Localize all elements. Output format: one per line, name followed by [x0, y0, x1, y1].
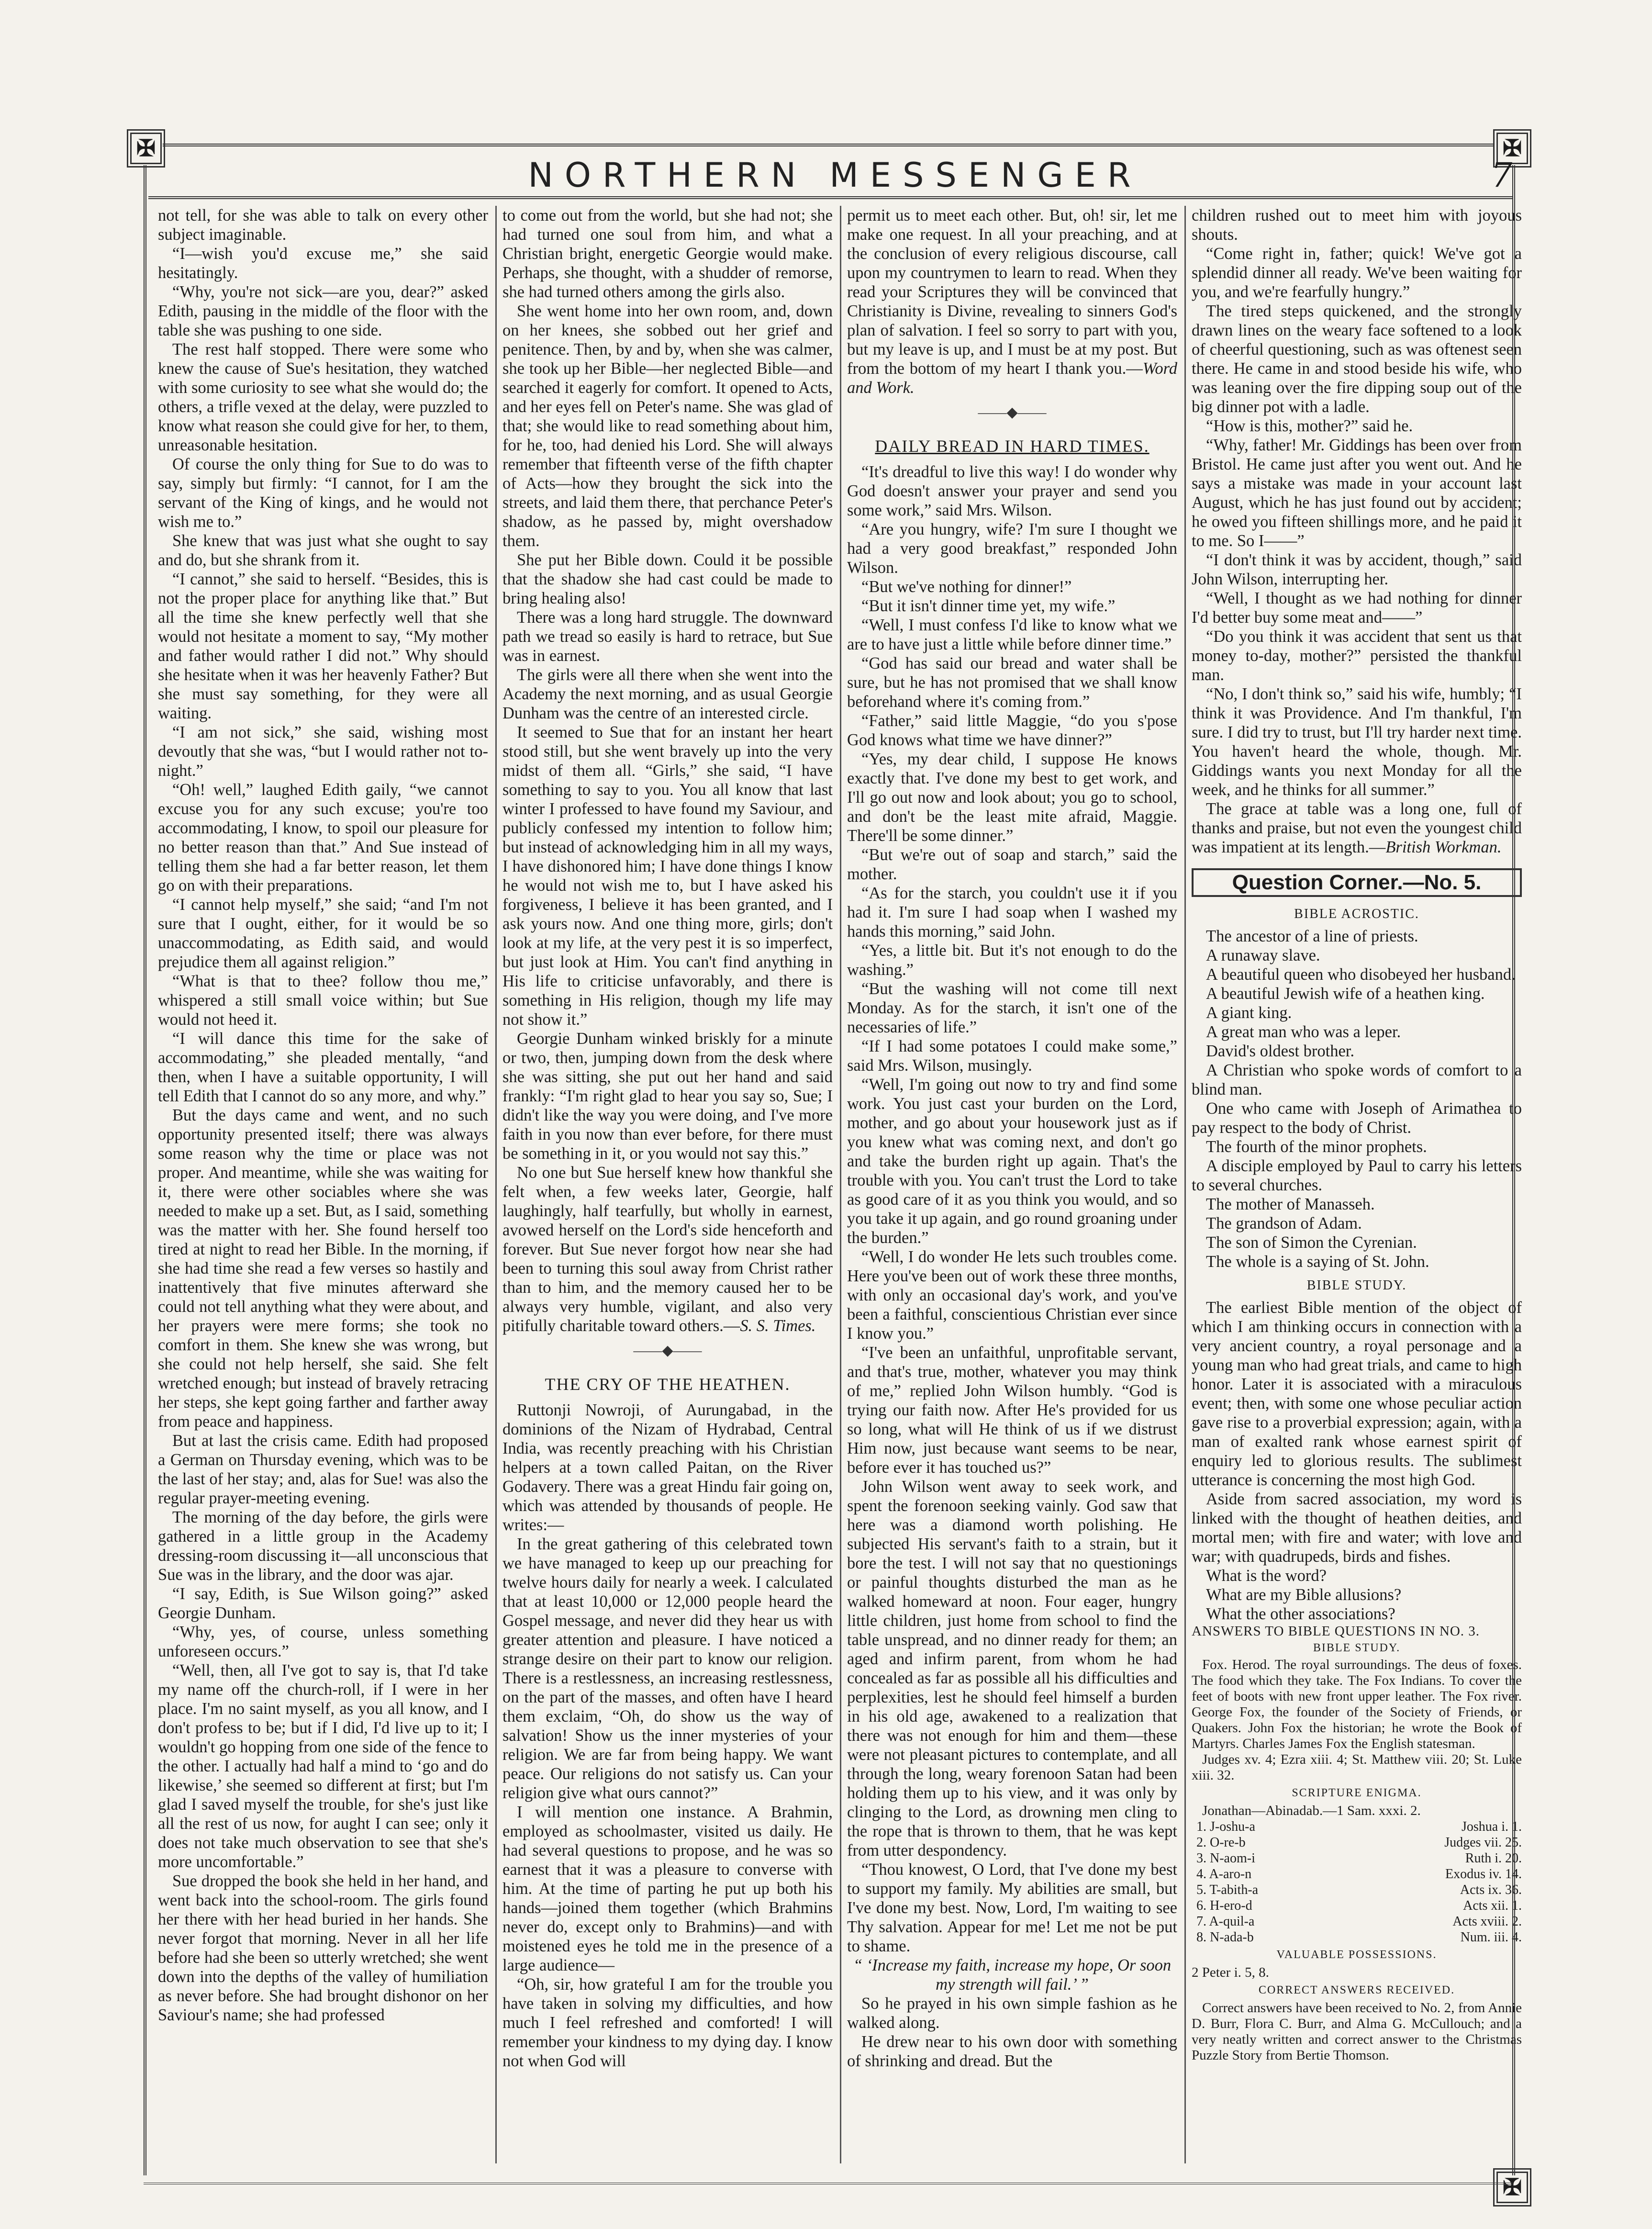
acrostic-clue: The whole is a saying of St. John.	[1206, 1253, 1429, 1271]
paragraph: “Well, then, all I've got to say is, that I'd take my name off the church-roll, if I were in her place. I'm no saint myself, as you all know, and I don't profess to be; but if I did, I'd live up to it; I wouldn't go hopping from one side of the fence to the other. I actually had half a mind to ‘go and do likewise,’ she seemed so different at first; but I'm glad I saved myself the trouble, for she's just like all the rest of us now, for aught I can see; only it does not take much observation to see that she's more uncomfortable.”	[158, 1661, 488, 1871]
paragraph: “Why, yes, of course, unless something unforeseen occurs.”	[158, 1623, 488, 1660]
paragraph: “If I had some potatoes I could make some,” said Mrs. Wilson, musingly.	[847, 1037, 1177, 1075]
acrostic-heading: BIBLE ACROSTIC.	[1294, 907, 1419, 921]
paragraph: “I don't think it was by accident, though,” said John Wilson, interrupting her.	[1192, 551, 1522, 588]
answers-text: Fox. Herod. The royal surroundings. The deus of foxes. The food which they take. The Fox Indians. To cover the feet of boots with new front upper leather. The Fox river. George Fox, the founder of the Society of Friends, or Quakers. John Fox the historian; he wrote the Book of Martyrs. Charles James Fox the English statesman.	[1192, 1657, 1522, 1751]
acrostic-clue: The fourth of the minor prophets.	[1206, 1138, 1427, 1156]
paragraph: “It's dreadful to live this way! I do wonder why God doesn't answer your prayer and send you some work,” said Mrs. Wilson.	[847, 463, 1177, 519]
paragraph: Of course the only thing for Sue to do was to say, simply but firmly: “I cannot, for I am the servant of the King of kings, and he would not wish me to.”	[158, 455, 488, 531]
masthead-bottom-rule	[148, 196, 1512, 199]
paragraph: “How is this, mother?” said he.	[1206, 417, 1413, 435]
column-1	[158, 206, 488, 2173]
frame-left-rule	[144, 165, 146, 2175]
paragraph: But at last the crisis came. Edith had proposed a German on Thursday evening, which was to be the last of her stay; and, alas for Sue! was also the regular prayer-meeting evening.	[158, 1432, 488, 1507]
paragraph: “But we've nothing for dinner!”	[861, 578, 1072, 596]
paragraph: She knew that was just what she ought to say and do, but she shrank from it.	[158, 532, 488, 569]
acrostic-clue: A runaway slave.	[1206, 946, 1320, 964]
enigma-row	[1192, 1929, 1522, 1945]
question-line: What the other associations?	[1206, 1605, 1395, 1623]
enigma-reference: Num. iii. 4.	[1460, 1930, 1522, 1945]
paragraph-with-signature	[1192, 799, 1522, 857]
paragraph: The rest half stopped. There were some who knew the cause of Sue's hesitation, they watched with some curiosity to see what she would do; the others, a trifle vexed at the delay, were puzzled to know what reason she could give for her, to them, unreasonable hesitation.	[158, 340, 488, 454]
paragraph: “Oh! well,” laughed Edith gaily, “we cannot excuse you for any such excuse; you're too accommodating, I know, to spoil our pleasure for no better reason than that.” And Sue instead of telling them she had a far better reason, let them go on with their preparations.	[158, 781, 488, 895]
acrostic-clue: A beautiful queen who disobeyed her husband.	[1206, 965, 1516, 984]
article-heading: THE CRY OF THE HEATHEN.	[545, 1375, 791, 1394]
enigma-word: 7. A-quil-a	[1196, 1914, 1255, 1929]
enigma-reference: Joshua i. 1.	[1462, 1819, 1522, 1834]
paragraph: She put her Bible down. Could it be possible that the shadow she had cast could be made to bring healing also!	[502, 551, 833, 607]
paragraph: “Come right in, father; quick! We've got a splendid dinner all ready. We've been waiting for you, and we're fearfully hungry.”	[1192, 245, 1522, 301]
paragraph: John Wilson went away to seek work, and spent the forenoon seeking vainly. God saw that here was a diamond worth polishing. He subjected His servant's faith to a strain, but it bore the test. I will not say that no questionings or painful thoughts disturbed the man as he walked homeward at noon. Four eager, hungry little children, just home from school to find the table unspread, and no dinner ready for them; an aged and infirm parent, from whom he had concealed as far as possible all his difficulties and perplexities, lest he should feel himself a burden in his old age, awakened to a realization that there was not enough for him and them—these were not pleasant pictures to contemplate, and all through the long, weary forenoon Satan had been holding them up to his view, and it was only by clinging to the Lord, as drowning men cling to the rope that is thrown to them, that he was kept from utter despondency.	[847, 1478, 1177, 1859]
enigma-word: 8. N-ada-b	[1196, 1930, 1254, 1945]
paragraph: It seemed to Sue that for an instant her heart stood still, but she went bravely up into the very midst of them all. “Girls,” she said, “I have something to say to you. You all know that last winter I professed to have found my Saviour, and publicly confessed my intention to follow him; but instead of acknowledging him in all my ways, I have dishonored him; I have done things I know he would not wish me to, but I have asked his forgiveness, I believe it has been granted, and I ask yours now. And one thing more, girls; don't look at my life, at the very pest it is so imperfect, but just look at Him. You can't find anything in His life to criticise unfavorably, and there is something in His religion, though my life may not show it.”	[502, 723, 833, 1029]
paragraph: “But the washing will not come till next Monday. As for the starch, it isn't one of the necessaries of life.”	[847, 980, 1177, 1036]
enigma-intro: Jonathan—Abinadab.—1 Sam. xxxi. 2.	[1202, 1803, 1421, 1818]
correct-answers-heading: CORRECT ANSWERS RECEIVED.	[1258, 1984, 1455, 1996]
enigma-word: 1. J-oshu-a	[1196, 1819, 1255, 1834]
paragraph: “I cannot,” she said to herself. “Besides, this is not the proper place for anything like that.” But all the time she knew perfectly well that she would not hesitate a moment to say, “My mother and father would rather I did not.” Why should she hesitate when it was her heavenly Father? But she must say something, for they were all waiting.	[158, 570, 488, 722]
column-3	[847, 206, 1177, 2173]
paragraph: She went home into her own room, and, down on her knees, she sobbed out her grief and penitence. Then, by and by, when she was calmer, she took up her Bible—her neglected Bible—and searched it eagerly for comfort. It opened to Acts, and her eyes fell on Peter's name. She was glad of that; she would like to read something about him, for he, too, had denied his Lord. She will always remember that fifteenth verse of the fifth chapter of Acts—how they brought the sick into the streets, and laid them there, that perchance Peter's shadow, as he passed by, might overshadow them.	[502, 302, 833, 550]
acrostic-clue: A beautiful Jewish wife of a heathen king.	[1206, 985, 1485, 1003]
acrostic-clue: A disciple employed by Paul to carry his letters to several churches.	[1192, 1157, 1522, 1194]
question-corner-title: Question Corner.—No. 5.	[1192, 868, 1522, 897]
enigma-word: 6. H-ero-d	[1196, 1898, 1252, 1913]
enigma-word: 3. N-aom-i	[1196, 1851, 1255, 1866]
paragraph: So he prayed in his own simple fashion as he walked along.	[847, 1994, 1177, 2032]
paragraph: “I say, Edith, is Sue Wilson going?” asked Georgie Dunham.	[158, 1585, 488, 1622]
paragraph: Georgie Dunham winked briskly for a minute or two, then, jumping down from the desk where she was sitting, she put out her hand and said frankly: “I'm right glad to hear you say so, Sue; I didn't like the way you were doing, and I've more faith in you now than ever before, for there must be something in it, or you would not say this.”	[502, 1030, 833, 1163]
acrostic-clue: A great man who was a leper.	[1206, 1023, 1401, 1041]
source-signature: S. S. Times.	[740, 1317, 816, 1335]
enigma-row	[1192, 1866, 1522, 1882]
article-columns	[158, 206, 1522, 2173]
paragraph: “Yes, a little bit. But it's not enough to do the washing.”	[847, 941, 1177, 979]
newspaper-title: NORTHERN MESSENGER	[528, 156, 1142, 195]
corner-ornament-top-left: ✠	[127, 129, 165, 168]
paragraph: “I am not sick,” she said, wishing most devoutly that she was, “but I would rather not to-night.”	[158, 723, 488, 780]
corner-ornament-bottom-right: ✠	[1493, 2168, 1531, 2207]
enigma-word: 5. T-abith-a	[1196, 1882, 1259, 1897]
enigma-row	[1192, 1914, 1522, 1929]
corner-ornament-top-right: ✠	[1493, 129, 1531, 168]
paragraph: “I—wish you'd excuse me,” she said hesitatingly.	[158, 245, 488, 282]
paragraph: The girls were all there when she went into the Academy the next morning, and as usual Georgie Dunham was the centre of an interested circle.	[502, 666, 833, 722]
paragraph: In the great gathering of this celebrated town we have managed to keep up our preaching for twelve hours daily for nearly a week. I calculated that at least 10,000 or 12,000 people heard the Gospel message, and never did they hear us with greater attention and pleasure. I have noticed a strange desire on their part to know our religion. There is a restlessness, an increasing restlessness, on the part of the masses, and often have I heard them exclaim, “Oh, do show us the way of salvation! Show us the inner mysteries of your religion. We are far from being happy. We want peace. Our religions do not satisfy us. Can your religion give what ours cannot?”	[502, 1535, 833, 1802]
enigma-row	[1192, 1819, 1522, 1835]
possessions-ref: 2 Peter i. 5, 8.	[1192, 1965, 1269, 1980]
enigma-reference: Acts ix. 36.	[1460, 1882, 1522, 1897]
enigma-reference: Judges vii. 25.	[1444, 1835, 1522, 1850]
page-number: 7	[1491, 156, 1512, 195]
paragraph: “Well, I must confess I'd like to know what we are to have just a little while before dinner time.”	[847, 616, 1177, 653]
acrostic-clue: David's oldest brother.	[1206, 1042, 1354, 1060]
question-line: What is the word?	[1206, 1567, 1327, 1585]
correct-answers-text: Correct answers have been received to No. 2, from Annie D. Burr, Flora C. Burr, and Alma G. McCullouch; and a very neatly written and correct answer to the Christmas Puzzle Story from Bertie Thomson.	[1192, 2000, 1522, 2063]
frame-bottom-rule	[144, 2183, 1512, 2184]
paragraph: “I will dance this time for the sake of accommodating,” she pleaded mentally, “and then, when I have a suitable opportunity, I will tell Edith that I cannot do so any more, and why.”	[158, 1030, 488, 1105]
paragraph: “Why, father! Mr. Giddings has been over from Bristol. He came just after you went out. And he says a mistake was made in your account last August, which he has just found out by accident; he owed you fifteen shillings more, and he paid it to me. So I——”	[1192, 436, 1522, 550]
paragraph: “Well, I'm going out now to try and find some work. You just cast your burden on the Lord, mother, and go about your housework just as if you knew what was coming next, and don't go and take the burden right up again. That's the trouble with you. You can't trust the Lord to take as good care of it as you think you would, and so you take it up again, and go round groaning under the burden.”	[847, 1075, 1177, 1247]
paragraph: “Father,” said little Maggie, “do you s'pose God knows what time we have dinner?”	[847, 712, 1177, 749]
possessions-heading: VALUABLE POSSESSIONS.	[1276, 1949, 1437, 1961]
paragraph: “But it isn't dinner time yet, my wife.”	[861, 597, 1116, 615]
answers-refs: Judges xv. 4; Ezra xiii. 4; St. Matthew viii. 20; St. Luke xiii. 32.	[1192, 1752, 1522, 1783]
question-line: What are my Bible allusions?	[1206, 1586, 1402, 1604]
paragraph: “God has said our bread and water shall be sure, but he has not promised that we shall know beforehand where it's coming from.”	[847, 654, 1177, 711]
paragraph: “Oh, sir, how grateful I am for the trouble you have taken in solving my difficulties, and how much I feel refreshed and comforted! I will remember your kindness to my dying day. I know not when God will	[502, 1975, 833, 2070]
paragraph: “I cannot help myself,” she said; “and I'm not sure that I ought, either, for it would be so unaccommodating, as Edith said, and would prejudice them all against religion.”	[158, 896, 488, 971]
paragraph: not tell, for she was able to talk on every other subject imaginable.	[158, 206, 488, 244]
paragraph: There was a long hard struggle. The downward path we tread so easily is hard to retrace, but Sue was in earnest.	[502, 608, 833, 665]
enigma-heading: SCRIPTURE ENIGMA.	[1292, 1787, 1422, 1799]
article-separator: ——◆——	[633, 1343, 702, 1358]
paragraph: “Do you think it was accident that sent us that money to-day, mother?” persisted the thankful man.	[1192, 627, 1522, 684]
paragraph: “Well, I thought as we had nothing for dinner I'd better buy some meat and——”	[1192, 589, 1522, 627]
enigma-row	[1192, 1850, 1522, 1866]
hymn-quote: “ ‘Increase my faith, increase my hope, Or soon my strength will fail.’ ”	[853, 1956, 1172, 1994]
paragraph: Ruttonji Nowroji, of Aurungabad, in the dominions of the Nizam of Hydrabad, Central India, was recently preaching with his Christian helpers at a town called Paitan, on the River Godavery. There was a great Hindu fair going on, which was attended by thousands of people. He writes:—	[502, 1401, 833, 1534]
masthead	[158, 156, 1512, 195]
enigma-list	[1192, 1819, 1522, 1945]
acrostic-clue: The ancestor of a line of priests.	[1206, 927, 1418, 945]
article-separator: ——◆——	[978, 404, 1047, 420]
column-2	[502, 206, 833, 2173]
enigma-reference: Exodus iv. 14.	[1445, 1867, 1522, 1882]
frame-top-rule	[163, 144, 1493, 146]
enigma-word: 4. A-aro-n	[1196, 1867, 1252, 1882]
bible-study-heading: BIBLE STUDY.	[1306, 1278, 1407, 1293]
column-4	[1192, 206, 1522, 2173]
answers-subheading: BIBLE STUDY.	[1313, 1642, 1401, 1654]
paragraph: Sue dropped the book she held in her hand, and went back into the school-room. The girls found her there with her head buried in her hands. She never forgot that morning. Never in all her life before had she been so utterly wretched; she went down into the depths of the valley of humiliation as never before. She had brought dishonor on her Saviour's name; she had professed	[158, 1872, 488, 2024]
source-signature: British Workman.	[1385, 838, 1502, 856]
enigma-word: 2. O-re-b	[1196, 1835, 1246, 1850]
paragraph: “But we're out of soap and starch,” said the mother.	[847, 846, 1177, 883]
enigma-row	[1192, 1882, 1522, 1898]
paragraph: The earliest Bible mention of the object of which I am thinking occurs in connection with a very ancient country, a royal personage and a young man who had great trials, and came to high honor. Later it is associated with a miraculous event; then, with some one whose peculiar action gave rise to a proverbial expression; again, with a man of exalted rank whose earnest spirit of enquiry led to glorious results. The sublimest utterance is concerning the most high God.	[1192, 1299, 1522, 1489]
paragraph-text: No one but Sue herself knew how thankful she felt when, a few weeks later, Georgie, half laughingly, half tearfully, but wholly in earnest, avowed herself on the Lord's side henceforth and forever. But Sue never forgot how near she had been to turning this soul away from Christ rather than to him, and the memory caused her to be always very humble, vigilant, and also very pitifully charitable toward others.—	[502, 1164, 833, 1335]
paragraph: “What is that to thee? follow thou me,” whispered a still small voice within; but Sue would not heed it.	[158, 972, 488, 1029]
paragraph: The morning of the day before, the girls were gathered in a little group in the Academy dressing-room discussing it—all unconscious that Sue was in the library, and the door was ajar.	[158, 1508, 488, 1584]
answers-section	[1192, 1624, 1522, 2063]
paragraph: children rushed out to meet him with joyous shouts.	[1192, 206, 1522, 244]
paragraph: I will mention one instance. A Brahmin, employed as schoolmaster, visited us daily. He had several questions to propose, and he was so earnest that it was a pleasure to converse with him. At the time of parting he put up both his hands—joined them together (which Brahmins never do, except only to Brahmins)—and with moistened eyes he told me in the presence of a large audience—	[502, 1803, 833, 1974]
enigma-reference: Ruth i. 20.	[1465, 1851, 1522, 1866]
paragraph-with-signature	[847, 206, 1177, 397]
paragraph: “No, I don't think so,” said his wife, humbly; “I think it was Providence. And I'm thankful, I'm sure. I did try to trust, but I'll try harder next time. You haven't heard the whole, though. Mr. Giddings wants you next Monday for all the week, and he thinks for all summer.”	[1192, 685, 1522, 799]
enigma-row	[1192, 1898, 1522, 1914]
paragraph: “Why, you're not sick—are you, dear?” asked Edith, pausing in the middle of the floor with the table she was pushing to one side.	[158, 283, 488, 339]
paragraph: “Are you hungry, wife? I'm sure I thought we had a very good breakfast,” responded John Wilson.	[847, 520, 1177, 577]
paragraph: Aside from sacred association, my word is linked with the thought of heathen deities, and mortal men; with fire and water; with love and war; with quadrupeds, birds and fishes.	[1192, 1490, 1522, 1566]
enigma-reference: Acts xii. 1.	[1463, 1898, 1522, 1913]
acrostic-clue: The son of Simon the Cyrenian.	[1206, 1233, 1417, 1252]
paragraph: “Thou knowest, O Lord, that I've done my best to support my family. My abilities are small, but I've done my best. Now, Lord, I'm waiting to see Thy salvation. Appear for me! Let me not be put to shame.	[847, 1860, 1177, 1955]
source-signature: Word and Work.	[847, 359, 1177, 397]
answers-heading: ANSWERS TO BIBLE QUESTIONS IN NO. 3.	[1192, 1624, 1480, 1639]
enigma-row	[1192, 1835, 1522, 1850]
paragraph: “I've been an unfaithful, unprofitable servant, and that's true, mother, whatever you may think of me,” replied John Wilson humbly. “God is trying our faith now. After He's provided for us so long, what will He think of us if we distrust Him now, just because want seems to be near, before ever it has touched us?”	[847, 1344, 1177, 1477]
acrostic-list	[1192, 927, 1522, 1271]
paragraph: He drew near to his own door with something of shrinking and dread. But the	[847, 2033, 1177, 2070]
acrostic-clue: A giant king.	[1206, 1004, 1292, 1022]
acrostic-clue: A Christian who spoke words of comfort to a blind man.	[1192, 1061, 1522, 1098]
paragraph-text: permit us to meet each other. But, oh! sir, let me make one request. In all your preaching, and at the conclusion of every religious discourse, call upon my countrymen to learn to read. When they read your Scriptures they will be convinced that Christianity is Divine, revealing to sinners God's plan of salvation. I feel so sorry to part with you, but my leave is up, and I must be at my post. But from the bottom of my heart I thank you.—	[847, 206, 1177, 378]
enigma-reference: Acts xviii. 2.	[1452, 1914, 1522, 1929]
paragraph-text: The grace at table was a long one, full of thanks and praise, but not even the youngest child was impatient at its length.—	[1192, 800, 1522, 856]
acrostic-clue: The grandson of Adam.	[1206, 1214, 1362, 1232]
acrostic-clue: One who came with Joseph of Arimathea to pay respect to the body of Christ.	[1192, 1099, 1522, 1137]
paragraph-with-signature	[502, 1163, 833, 1335]
article-heading: DAILY BREAD IN HARD TIMES.	[875, 437, 1150, 456]
paragraph: to come out from the world, but she had not; she had turned one soul from him, and what a Christian bright, energetic Georgie would make. Perhaps, she thought, with a shudder of remorse, she had turned others among the girls also.	[502, 206, 833, 301]
paragraph: “Yes, my dear child, I suppose He knows exactly that. I've done my best to get work, and I'll go out now and look about; you go to school, and don't be the least mite afraid, Maggie. There'll be some dinner.”	[847, 750, 1177, 845]
paragraph: “Well, I do wonder He lets such troubles come. Here you've been out of work these three months, with only an occasional day's work, and you've been a faithful, conscientious Christian ever since I know you.”	[847, 1248, 1177, 1343]
paragraph: The tired steps quickened, and the strongly drawn lines on the weary face softened to a look of cheerful questioning, such as was oftenest seen there. He came in and stood beside his wife, who was leaning over the fire dipping soup out of the big dinner pot with a ladle.	[1192, 302, 1522, 416]
paragraph: But the days came and went, and no such opportunity presented itself; there was always some reason why the time or place was not proper. And meantime, while she was waiting for it, there were other sociables where she was needed to make up a set. But, as I said, something was the matter with her. She found herself too tired at night to read her Bible. In the morning, if she had time she read a few verses so hastily and inattentively that five minutes afterward she could not tell anything what they were about, and her prayers were mere forms; she took no comfort in them. She knew she was wrong, but she could not help herself, she said. She felt wretched enough; but instead of bravely retracing her steps, she kept going farther and farther away from peace and happiness.	[158, 1106, 488, 1431]
acrostic-clue: The mother of Manasseh.	[1206, 1195, 1375, 1213]
paragraph: “As for the starch, you couldn't use it if you had it. I'm sure I had soap when I washed my hands this morning,” said John.	[847, 884, 1177, 941]
